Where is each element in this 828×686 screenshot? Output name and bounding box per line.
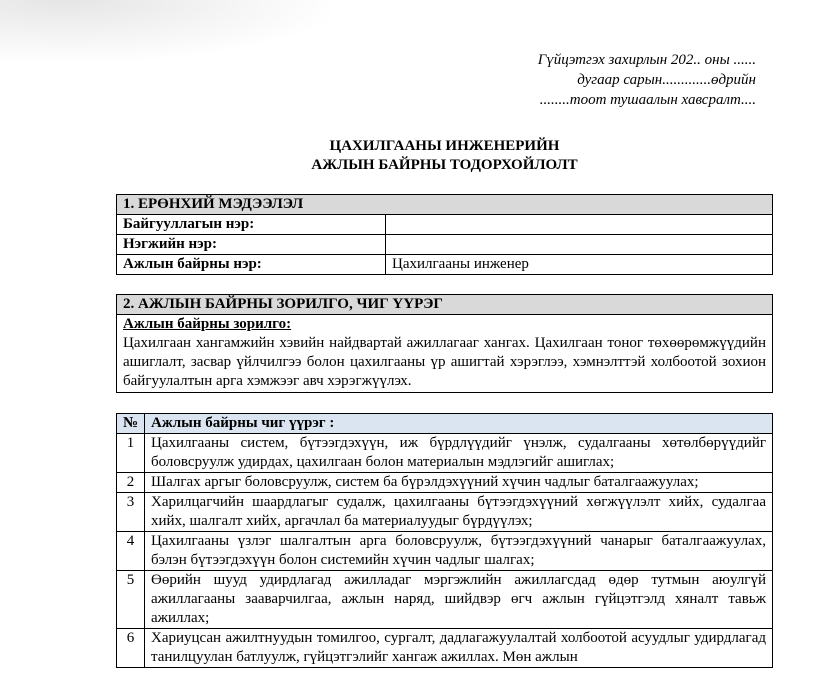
purpose-text: Цахилгаан хангамжийн хэвийн найдвартай ажиллагааг хангах. Цахилгаан тоног төхөөрөмжүүдийн ашиглалт, засвар үйлчилгээ болон цахилгааны үр ашигтай хэрэглээ, хэмнэлттэй холбоотой зохион байгуулалтын арга хэмжээг авч хэрэгжүүлэх. <box>123 335 766 389</box>
table-row <box>117 629 773 668</box>
duty-text: Шалгах аргыг боловсруулж, систем ба бүрэлдэхүүний хүчин чадлыг баталгаажуулах; <box>145 473 773 493</box>
position-name-value: Цахилгааны инженер <box>386 255 773 275</box>
unit-name-label: Нэгжийн нэр: <box>117 235 386 255</box>
document-title <box>116 137 773 175</box>
purpose-label: Ажлын байрны зорилго: <box>123 316 292 332</box>
duties-header: Ажлын байрны чиг үүрэг : <box>145 414 773 434</box>
general-info-table <box>116 194 773 275</box>
table-row <box>117 473 773 493</box>
table-row <box>117 493 773 532</box>
duty-text: Хариуцсан ажилтнуудын томилгоо, сургалт, дадлагажуулалтай холбоотой асуудлыг удирдлагад танилцуулан батлуулж, гүйцэтгэлийг хангаж ажиллах. Мөн ажлын <box>145 629 773 668</box>
section-1-heading: 1. ЕРӨНХИЙ МЭДЭЭЛЭЛ <box>117 195 773 215</box>
table-row <box>117 532 773 571</box>
approval-note-line-1: Гүйцэтгэх захирлын 202.. оны ...... <box>537 52 756 68</box>
title-line-2: АЖЛЫН БАЙРНЫ ТОДОРХОЙЛОЛТ <box>311 157 578 173</box>
table-row <box>117 215 773 235</box>
approval-note <box>538 50 756 110</box>
title-line-1: ЦАХИЛГААНЫ ИНЖЕНЕРИЙН <box>329 138 560 154</box>
duty-number: 5 <box>117 571 145 629</box>
duty-text: Цахилгааны систем, бүтээгдэхүүн, иж бүрдлүүдийг үнэлж, судалгааны хөтөлбөрүүдийг боловсруулж удирдах, цахилгаан болон материалын мэдлэгийг ашиглах; <box>145 434 773 473</box>
org-name-label: Байгууллагын нэр: <box>117 215 386 235</box>
table-row <box>117 235 773 255</box>
purpose-table <box>116 294 773 393</box>
duty-number: 4 <box>117 532 145 571</box>
duty-text: Цахилгааны үзлэг шалгалтын арга боловсруулж, бүтээгдэхүүний чанарыг баталгаажуулах, бэлэн бүтээгдэхүүн болон системийн хүчин чадлыг шалгах; <box>145 532 773 571</box>
duty-number: 1 <box>117 434 145 473</box>
table-row <box>117 255 773 275</box>
approval-note-line-3: ........тоот тушаалын хавсралт.... <box>539 92 756 108</box>
table-row <box>117 434 773 473</box>
approval-note-line-2: дугаар сарын.............өдрийн <box>577 72 756 88</box>
section-2-heading: 2. АЖЛЫН БАЙРНЫ ЗОРИЛГО, ЧИГ ҮҮРЭГ <box>117 295 773 315</box>
org-name-value <box>386 215 773 235</box>
purpose-cell <box>117 315 773 393</box>
duty-text: Өөрийн шууд удирдлагад ажилладаг мэргэжлийн ажиллагсдад өдөр тутмын аюулгүй ажиллагааны зааварчилгаа, ажлын наряд, шийдвэр өгч ажлын гүйцэтгэлд хяналт тавьж ажиллах; <box>145 571 773 629</box>
duty-number: 6 <box>117 629 145 668</box>
duties-number-header: № <box>117 414 145 434</box>
scan-shadow <box>0 0 330 60</box>
position-name-label: Ажлын байрны нэр: <box>117 255 386 275</box>
duty-text: Харилцагчийн шаардлагыг судалж, цахилгааны бүтээгдэхүүний хөгжүүлэлт хийх, судалгаа хийх, шалгалт хийх, аргачлал ба материалуудыг бүрдүүлэх; <box>145 493 773 532</box>
duty-number: 2 <box>117 473 145 493</box>
unit-name-value <box>386 235 773 255</box>
table-row <box>117 571 773 629</box>
duty-number: 3 <box>117 493 145 532</box>
duties-table <box>116 413 773 668</box>
